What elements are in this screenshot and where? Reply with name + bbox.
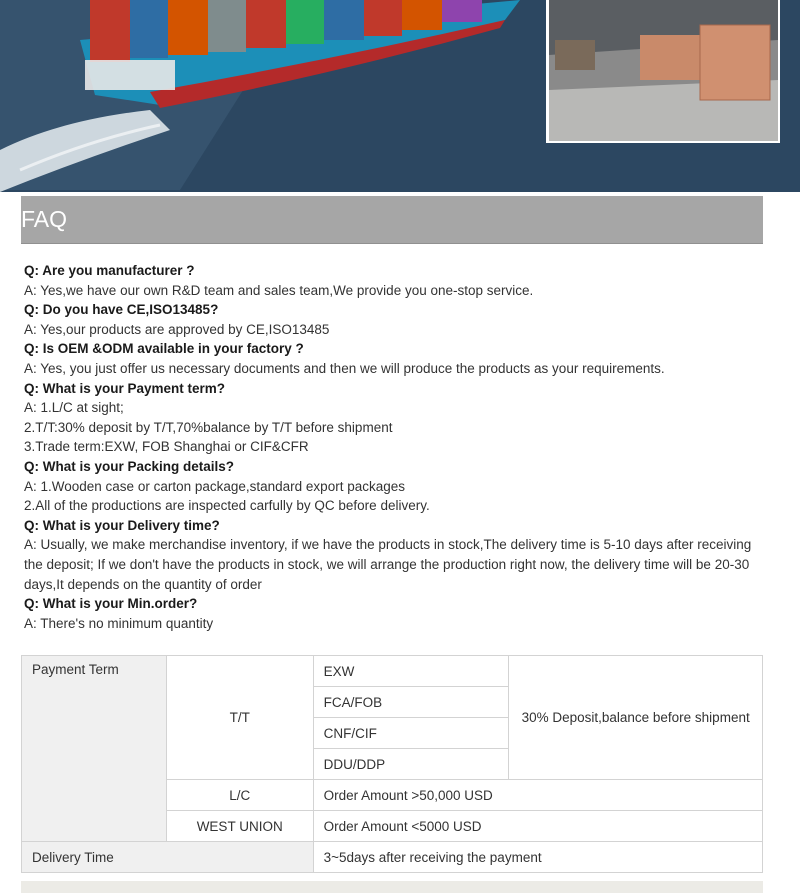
payment-term-label: Payment Term bbox=[22, 656, 167, 842]
faq-header-bar bbox=[21, 196, 763, 244]
payment-terms-table bbox=[21, 655, 763, 873]
banner-illustration bbox=[0, 0, 800, 192]
faq-item bbox=[24, 379, 764, 457]
trade-term-ddu-ddp: DDU/DDP bbox=[313, 749, 509, 780]
faq-answer: A: 1.L/C at sight; 2.T/T:30% deposit by T/T,70%balance by T/T before shipment 3.Trade term:EXW, FOB Shanghai or CIF&CFR bbox=[24, 400, 393, 455]
faq-question: Q: Do you have CE,ISO13485? bbox=[24, 302, 219, 318]
delivery-time-label: Delivery Time bbox=[22, 842, 314, 873]
faq-answer: A: Yes, you just offer us necessary documents and then we will produce the products as your requirements. bbox=[24, 360, 665, 376]
faq-list bbox=[24, 261, 764, 633]
ship-bridge bbox=[85, 60, 175, 90]
faq-answer: A: Yes,we have our own R&D team and sales team,We provide you one-stop service. bbox=[24, 282, 534, 298]
faq-item bbox=[24, 300, 764, 339]
west-union-method: WEST UNION bbox=[166, 811, 313, 842]
faq-item bbox=[24, 457, 764, 516]
faq-question: Q: What is your Packing details? bbox=[24, 458, 235, 474]
faq-item bbox=[24, 594, 764, 633]
tt-deposit-note: 30% Deposit,balance before shipment bbox=[509, 656, 763, 780]
trade-term-fca-fob: FCA/FOB bbox=[313, 687, 509, 718]
banner bbox=[0, 0, 800, 192]
west-union-order-amount: Order Amount <5000 USD bbox=[313, 811, 762, 842]
faq-answer: A: There's no minimum quantity bbox=[24, 615, 214, 631]
faq-title: FAQ bbox=[21, 206, 68, 232]
faq-question: Q: Are you manufacturer ? bbox=[24, 263, 195, 278]
footer-strip bbox=[21, 881, 763, 893]
faq-question: Q: What is your Payment term? bbox=[24, 380, 226, 396]
faq-answer: A: Yes,our products are approved by CE,ISO13485 bbox=[24, 321, 330, 337]
faq-item bbox=[24, 339, 764, 378]
warehouse-photo bbox=[546, 0, 780, 143]
lc-order-amount: Order Amount >50,000 USD bbox=[313, 780, 762, 811]
trade-term-cnf-cif: CNF/CIF bbox=[313, 718, 509, 749]
trade-term-exw: EXW bbox=[313, 656, 509, 687]
faq-question: Q: What is your Min.order? bbox=[24, 596, 198, 612]
faq-question: Q: Is OEM &ODM available in your factory ? bbox=[24, 341, 304, 357]
faq-question: Q: What is your Delivery time? bbox=[24, 517, 220, 533]
faq-answer: A: Usually, we make merchandise inventory, if we have the products in stock,The delivery time is 5-10 days after receiving the deposit; If we don't have the products in stock, we will arrange the production right now, the delivery time will be 20-30 days,It depends on the quantity of order bbox=[24, 537, 752, 592]
faq-item bbox=[24, 261, 764, 300]
tt-method: T/T bbox=[166, 656, 313, 780]
faq-answer: A: 1.Wooden case or carton package,standard export packages 2.All of the productions are inspected carfully by QC before delivery. bbox=[24, 478, 430, 514]
delivery-time-value: 3~5days after receiving the payment bbox=[313, 842, 762, 873]
lc-method: L/C bbox=[166, 780, 313, 811]
faq-item bbox=[24, 516, 764, 594]
